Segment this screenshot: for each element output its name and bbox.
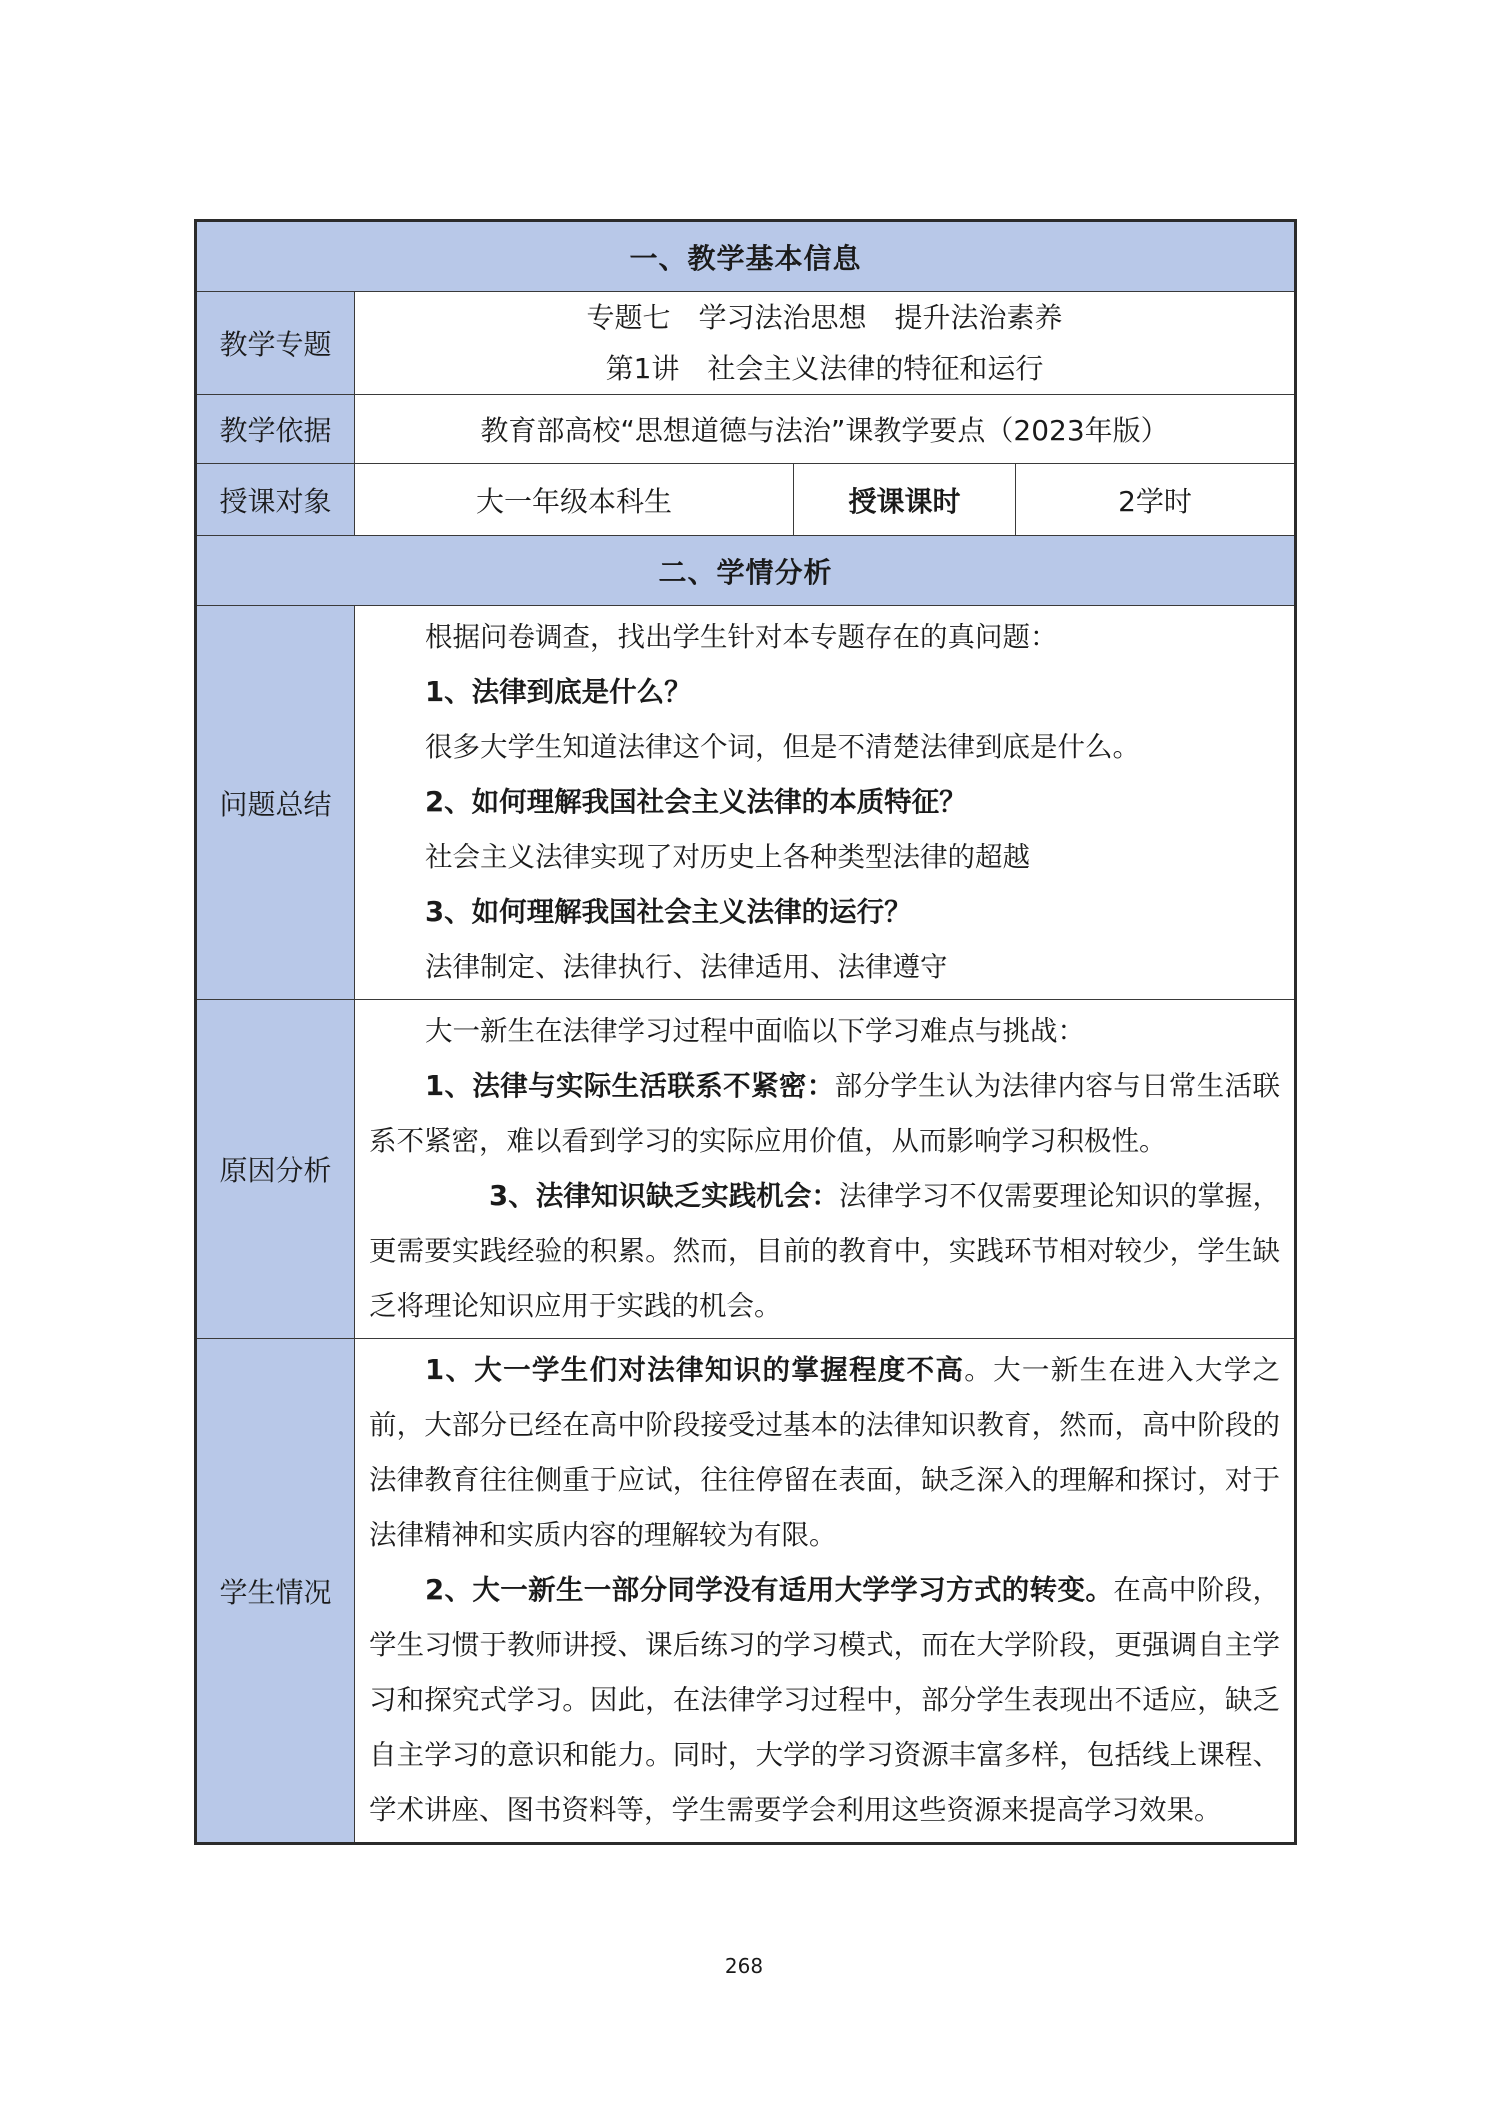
- students-label: 学生情况: [196, 1339, 355, 1844]
- page-number: 268: [724, 1954, 764, 1978]
- audience-row: [196, 464, 1296, 536]
- topic-line-2: 第1讲 社会主义法律的特征和运行: [605, 352, 1044, 385]
- topic-line-1: 专题七 学习法治思想 提升法治素养: [586, 301, 1063, 334]
- basis-row: [196, 395, 1296, 464]
- reasons-intro: 大一新生在法律学习过程中面临以下学习难点与挑战：: [425, 1015, 1085, 1047]
- basis-label: 教学依据: [196, 395, 355, 464]
- teaching-plan-sheet: [194, 219, 1294, 1845]
- students-content: [355, 1339, 1296, 1844]
- hours-value: 2学时: [1016, 464, 1296, 536]
- section-basic-info-row: [196, 221, 1296, 292]
- student-point-1: 1、大一学生们对法律知识的掌握程度不高。大一新生在进入大学之前，大部分已经在高中阶段接受过基本的法律知识教育，然而，高中阶段的法律教育往往侧重于应试，往往停留在表面，缺乏深入的理解和探讨，对于法律精神和实质内容的理解较为有限。: [369, 1354, 1281, 1551]
- section-analysis-row: [196, 536, 1296, 606]
- reason-1: 1、法律与实际生活联系不紧密：部分学生认为法律内容与日常生活联系不紧密，难以看到学习的实际应用价值，从而影响学习积极性。: [369, 1070, 1281, 1157]
- audience-label: 授课对象: [196, 464, 355, 536]
- section-analysis-title: 二、学情分析: [196, 536, 1296, 606]
- students-row: [196, 1339, 1296, 1844]
- problems-intro: 根据问卷调查，找出学生针对本专题存在的真问题：: [425, 621, 1058, 653]
- problem-1-title: 1、法律到底是什么？: [425, 676, 692, 708]
- reasons-label: 原因分析: [196, 1000, 355, 1339]
- problems-label: 问题总结: [196, 606, 355, 1000]
- problem-1-text: 很多大学生知道法律这个词，但是不清楚法律到底是什么。: [425, 731, 1140, 763]
- reasons-row: [196, 1000, 1296, 1339]
- reason-3: 3、法律知识缺乏实践机会：法律学习不仅需要理论知识的掌握，更需要实践经验的积累。然而，目前的教育中，实践环节相对较少，学生缺乏将理论知识应用于实践的机会。: [369, 1180, 1281, 1322]
- audience-value: 大一年级本科生: [355, 464, 794, 536]
- problem-2-title: 2、如何理解我国社会主义法律的本质特征？: [425, 786, 967, 818]
- section-basic-info-title: 一、教学基本信息: [196, 221, 1296, 292]
- problem-3-text: 法律制定、法律执行、法律适用、法律遵守: [425, 951, 948, 983]
- problems-content: [355, 606, 1296, 1000]
- reasons-content: [355, 1000, 1296, 1339]
- topic-label: 教学专题: [196, 292, 355, 395]
- hours-label: 授课课时: [794, 464, 1016, 536]
- problems-row: [196, 606, 1296, 1000]
- student-point-2: 2、大一新生一部分同学没有适用大学学习方式的转变。在高中阶段，学生习惯于教师讲授、课后练习的学习模式，而在大学阶段，更强调自主学习和探究式学习。因此，在法律学习过程中，部分学生表现出不适应，缺乏自主学习的意识和能力。同时，大学的学习资源丰富多样，包括线上课程、学术讲座、图书资料等，学生需要学会利用这些资源来提高学习效果。: [369, 1574, 1281, 1826]
- topic-value: [355, 292, 1296, 395]
- teaching-info-table: [194, 219, 1297, 1845]
- topic-row: [196, 292, 1296, 395]
- problem-3-title: 3、如何理解我国社会主义法律的运行？: [425, 896, 912, 928]
- problem-2-text: 社会主义法律实现了对历史上各种类型法律的超越: [425, 841, 1030, 873]
- basis-value: 教育部高校“思想道德与法治”课教学要点（2023年版）: [355, 395, 1296, 464]
